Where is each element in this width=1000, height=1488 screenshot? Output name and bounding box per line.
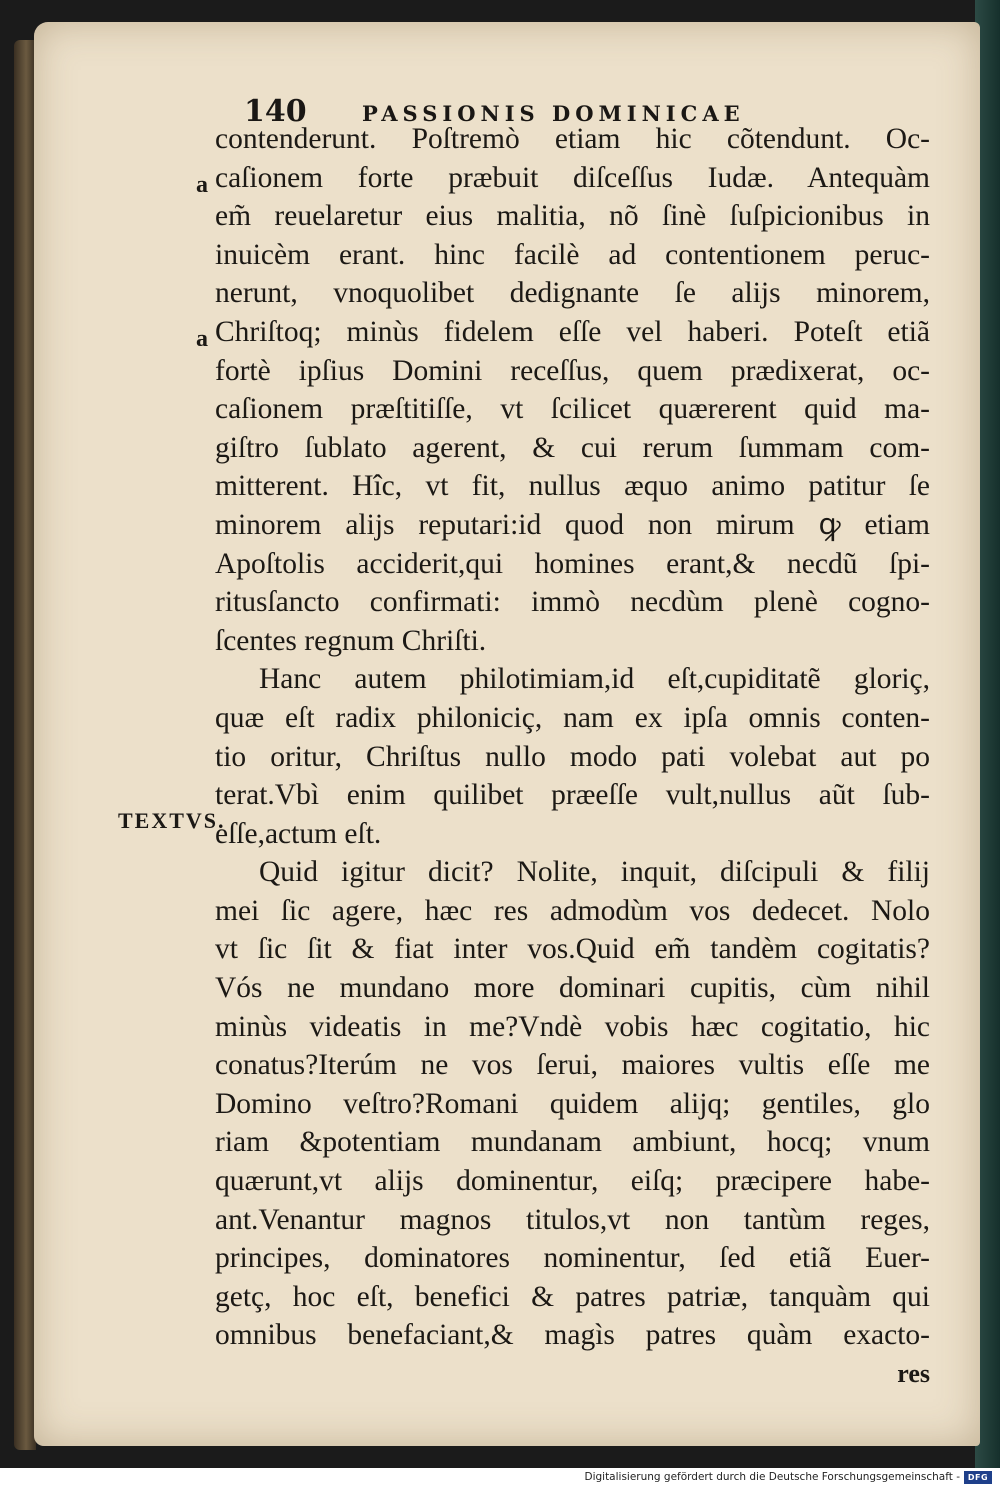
text-line: Apoſtolis acciderit,qui homines erant,& necdũ ſpi-	[215, 547, 930, 580]
text-line: mei ſic agere, hæc res admodùm vos dedecet. Nolo	[215, 894, 930, 927]
catchword: res	[897, 1359, 930, 1388]
book-spine-edge	[14, 40, 36, 1450]
text-line: caſionem forte præbuit diſceſſus Iudæ. Antequàm	[215, 161, 930, 194]
text-line: getç, hoc eſt, benefici & patres patriæ, tanquàm qui	[215, 1280, 930, 1313]
text-line: giſtro ſublato agerent, & cui rerum ſummam com-	[215, 431, 930, 464]
text-line: riam &potentiam mundanam ambiunt, hocq; vnum	[215, 1126, 930, 1159]
margin-note-textus: TEXTVS.	[118, 808, 226, 833]
text-line: minorem alijs reputari:id quod non mirum ꝙ etiam	[215, 508, 930, 541]
text-line: nerunt, vnoquolibet dedignante ſe alijs minorem,	[215, 277, 930, 310]
text-line: em̃ reuelaretur eius malitia, nõ ſinè ſuſpicionibus in	[215, 200, 930, 233]
text-line: Vós ne mundano more dominari cupitis, cùm nihil	[215, 972, 930, 1005]
text-line: vt ſic ſit & fiat inter vos.Quid em̃ tandèm cogitatis?	[215, 933, 930, 966]
text-line: inuicèm erant. hinc facilè ad contentionem peruc-	[215, 238, 930, 271]
text-line: quæ eſt radix philoniciç, nam ex ipſa omnis conten-	[215, 701, 930, 734]
margin-note-a: a	[196, 172, 208, 198]
text-line: tio oritur, Chriſtus nullo modo pati volebat aut po	[215, 740, 930, 773]
text-line: ant.Venantur magnos titulos,vt non tantùm reges,	[215, 1203, 930, 1236]
text-line: terat.Vbì enim quilibet præeſſe vult,nullus aũt ſub-	[215, 779, 930, 812]
text-line: caſionem præſtitiſſe, vt ſcilicet quærerent quid ma-	[215, 393, 930, 426]
text-line: Quid igitur dicit? Nolite, inquit, diſcipuli & filij	[259, 856, 930, 889]
text-line: omnibus benefaciant,& magìs patres quàm exacto-	[215, 1319, 930, 1352]
text-line: principes, dominatores nominentur, ſed etiã Euer-	[215, 1242, 930, 1275]
text-line: Domino veſtro?Romani quidem alijq; gentiles, glo	[215, 1087, 930, 1120]
text-line: ſcentes regnum Chriſti.	[215, 624, 487, 657]
body-text	[215, 120, 930, 1394]
running-title: PASSIONIS DOMINICAE	[361, 101, 745, 126]
text-line: eſſe,actum eſt.	[215, 817, 382, 850]
text-line: ritusſancto confirmati: immò necdùm plenè cogno-	[215, 586, 930, 619]
funding-note: Digitalisierung gefördert durch die Deutsche Forschungsgemeinschaft -	[584, 1471, 960, 1483]
margin-note-a: a	[196, 326, 208, 352]
dfg-logo: DFG	[964, 1471, 992, 1484]
page-number: 140	[244, 94, 307, 129]
text-line: contenderunt. Poſtremò etiam hic cõtendunt. Oc-	[215, 123, 930, 155]
text-line: quærunt,vt alijs dominentur, eiſq; præcipere habe-	[215, 1165, 930, 1198]
text-line: minùs videatis in me?Vndè vobis hæc cogitatio, hic	[215, 1010, 930, 1043]
text-line: conatus?Iterúm ne vos ſerui, maiores vultis eſſe me	[215, 1049, 930, 1082]
text-line: Chriſtoq; minùs fidelem eſſe vel haberi. Poteſt etiã	[215, 315, 930, 348]
text-line: mitterent. Hîc, vt fit, nullus æquo animo patitur ſe	[215, 470, 930, 503]
text-line: fortè ipſius Domini receſſus, quem prædixerat, oc-	[215, 354, 930, 387]
text-line: Hanc autem philotimiam,id eſt,cupiditatẽ gloriç,	[259, 663, 930, 696]
